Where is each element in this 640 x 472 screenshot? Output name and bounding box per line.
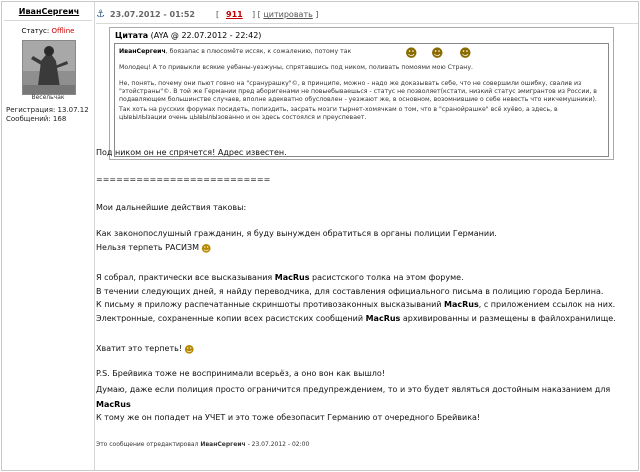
message-line: [96, 300, 615, 309]
message-line: ==========================: [96, 175, 271, 184]
quote-line-3: Не, понять, почему они пьют говно на "сранурашку"©, в принципе, можно - надо же доказывать себе, что не совершили ошибку, свалив из "этойстраны"©. В той же Германии пред аборигенами не повыебываешься - статус не позволяет(кстати, низкий статус эмигрантов из России, в подавляющем большинстве случаев, вполне адекватно обусловлен - уезжают же, в основном, возомнившие о себе невесть что никчемушники).: [119, 80, 597, 104]
post-header: [96, 8, 636, 22]
post-date: 23.07.2012 - 01:52: [110, 10, 195, 19]
post-anchor-icon[interactable]: ⚓: [96, 9, 105, 20]
smiley-icon: ☻: [431, 46, 444, 60]
bracket-close: ]: [315, 10, 319, 19]
quote-title-meta: (AYA @ 22.07.2012 - 22:42): [150, 31, 262, 40]
smiley-icon: ☻: [201, 244, 212, 255]
status-label: Статус:: [21, 27, 50, 35]
message-text: Хватит это терпеть!: [96, 344, 183, 353]
username-link[interactable]: ИванСергеич: [18, 7, 80, 16]
user-status: [4, 27, 92, 35]
message-line: P.S. Брейвика тоже не воспринимали всерьёз, а оно вон как вышло!: [96, 369, 385, 378]
smiley-row: [405, 46, 485, 63]
message-line: Как законопослушный гражданин, я буду вынужден обратиться в органы полиции Германии.: [96, 229, 497, 238]
username-mention: MacRus: [365, 314, 401, 323]
registration-date: Регистрация: 13.07.12: [6, 106, 89, 114]
edit-note-suffix: - 23.07.2012 - 02:00: [247, 441, 310, 448]
message-text: Нельзя терпеть РАСИЗМ: [96, 243, 200, 252]
message-line: Под ником он не спрячется! Адрес известен.: [96, 148, 287, 157]
message-line: [96, 243, 213, 255]
bracket-separator: ] [: [252, 10, 261, 19]
message-line: Думаю, даже если полиция просто ограничится предупреждением, то и это будет являться достойным наказанием для: [96, 385, 611, 394]
post-number-link[interactable]: 911: [226, 10, 243, 19]
user-sidebar: [2, 2, 95, 470]
avatar: [22, 40, 76, 95]
bracket-open: [: [216, 10, 220, 19]
message-text: , с приложением ссылок на них.: [478, 300, 616, 309]
quote-title-label: Цитата: [115, 31, 149, 40]
edit-note-prefix: Это сообщение отредактировал: [96, 441, 199, 448]
quote-link-group: [252, 8, 318, 22]
message-line: [96, 273, 464, 282]
quote-link[interactable]: цитировать: [263, 10, 313, 19]
message-line: [96, 400, 131, 409]
username-mention: MacRus: [96, 400, 131, 409]
quote-line-1: [119, 46, 605, 60]
status-value: Offline: [51, 27, 75, 35]
message-line: В течении следующих дней, я найду переводчика, для составления официального письма в полицию города Берлина.: [96, 287, 604, 296]
quote-block: [109, 27, 614, 160]
smiley-icon: ☻: [184, 345, 195, 356]
divider: [4, 20, 92, 21]
message-count: Сообщений: 168: [6, 115, 67, 123]
edit-note: [96, 441, 309, 448]
user-meta: [6, 106, 89, 124]
post-frame: [1, 1, 639, 471]
message-line: [96, 344, 196, 356]
quote-title: [115, 31, 261, 40]
smiley-icon: ☻: [459, 46, 472, 60]
message-text: Я собрал, практически все высказывания: [96, 273, 273, 282]
message-line: Мои дальнейшие действия таковы:: [96, 203, 247, 212]
message-text: Электронные, сохраненные копии всех расистских сообщений: [96, 314, 364, 323]
quote-inner: [114, 43, 609, 157]
quote-line-2: Молодец! А то привыкли всякие уебаны-уезжуны, спрятавшись под ником, поливать помоями мою Страну.: [119, 64, 473, 71]
username-mention: MacRus: [274, 273, 310, 282]
quote-line-1-text: , боязапас в плюсомёте иссяк, к сожалению, потому так: [165, 48, 352, 55]
message-text: К письму я приложу распечатанные скриншоты противозаконных высказываний: [96, 300, 442, 309]
message-line: [96, 314, 616, 323]
message-text: архивированны и размещены в файлохранилище.: [402, 314, 616, 323]
header-divider: [96, 23, 638, 24]
username-mention: MacRus: [444, 300, 479, 309]
smiley-icon: ☻: [405, 46, 418, 60]
quote-author: ИванСергеич: [119, 48, 166, 55]
edit-note-author: ИванСергеич: [200, 441, 246, 448]
quote-line-4: Так хоть на русских форумах посидеть, попиздить, засрать мозги тырнет-хомячкам о том, что в "сранойрашке" всё хуёво, а здесь, в цЫвЫлЫзации очень цЫвЫлЫзованно и он здесь состоялся и преуспевает.: [119, 106, 558, 122]
message-line: К тому же он попадет на УЧЕТ и это тоже обезопасит Германию от очередного Брейвика!: [96, 413, 481, 422]
message-text: расистского толка на этом форуме.: [312, 273, 464, 282]
avatar-caption: Весельчак: [31, 94, 65, 101]
